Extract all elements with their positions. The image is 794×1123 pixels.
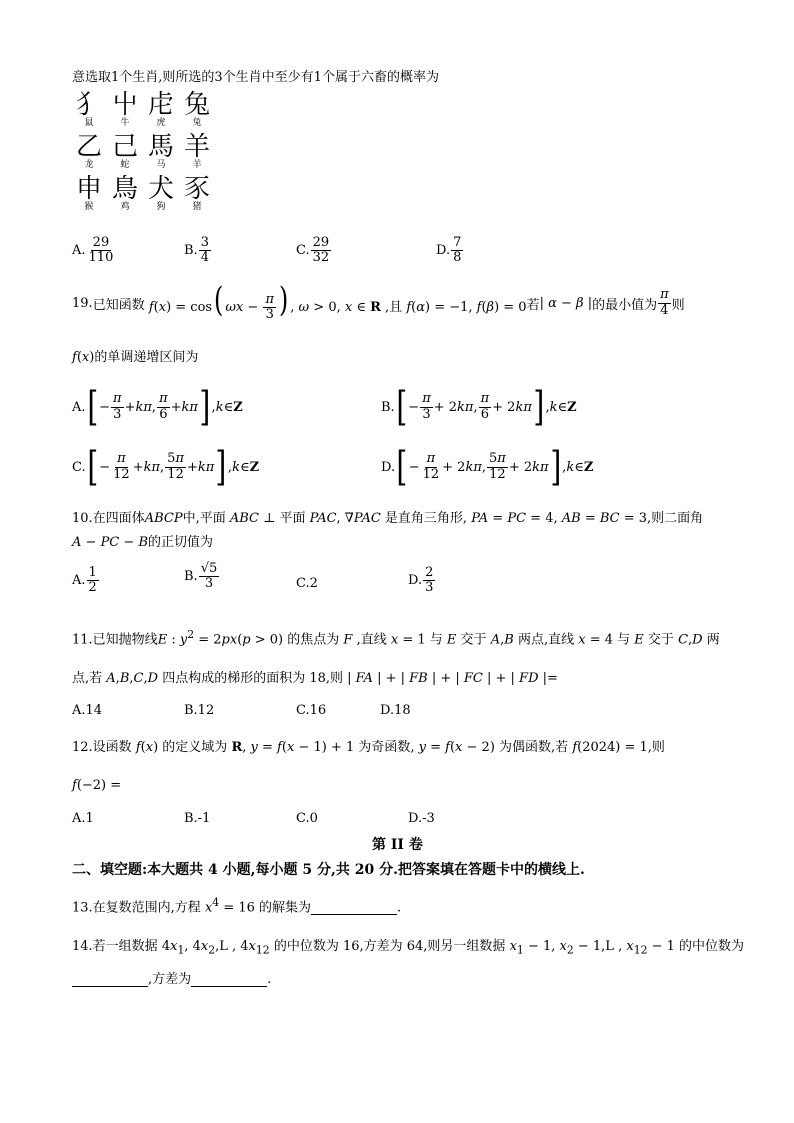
zodiac-glyph: 虍 [147, 90, 174, 120]
denominator: 110 [88, 250, 114, 266]
option-letter: B. [184, 569, 198, 585]
q11-text: 与 [429, 632, 443, 648]
q12-option-d: D.-3 [408, 811, 435, 826]
q12-line-2: f(−2) = [72, 778, 122, 793]
q12-option-b: B.-1 [184, 811, 211, 826]
q9-option-a: A. [ − $\frac{\pi}{3}$ + kπ , $\frac{\pi}{6}$ + kπ ] , k ∈ Z [72, 384, 243, 430]
zodiac-cell [180, 134, 214, 170]
option-text: C.2 [296, 576, 318, 591]
zodiac-name: 狗 [156, 202, 166, 212]
q9-text: 若 [526, 297, 540, 313]
zodiac-name: 鸡 [120, 202, 130, 212]
q11-text: 交于 [647, 632, 674, 648]
q9-formula: | α − β | [539, 295, 593, 311]
q14-text: 的中位数为 16,方差为 64,则另一组数据 [273, 939, 506, 954]
denominator: 8 [453, 250, 462, 266]
numerator: 29 [312, 235, 330, 250]
zodiac-figure [72, 92, 222, 222]
q13-text: 的解集为 [259, 900, 312, 916]
zodiac-cell [72, 92, 106, 128]
option-letter: B. [381, 399, 395, 415]
q9-line-1 [72, 280, 685, 322]
zodiac-cell [180, 92, 214, 128]
option-letter: B. [184, 243, 198, 259]
q11-text: 四点构成的梯形的面积为 18,则 [162, 671, 343, 686]
q9-formula: f(x) = cos( ωx − $\frac{\pi}{3}$ ) , ω > 0, x ∈ R ,且 f(α) = −1, f(β) = 0 [148, 280, 527, 322]
q11-line-1: 11.已知抛物线E : $y^2 = 2px(p > 0)$ 的焦点为 F ,直线 x = 1 与 E 交于 A,B 两点,直线 x = 4 与 E 交于 C,D 两 [72, 628, 720, 648]
q13-text: . [397, 900, 402, 916]
zodiac-name: 兔 [192, 118, 202, 128]
zodiac-cell [108, 176, 142, 212]
zodiac-glyph: ⽺ [183, 132, 210, 162]
q10-line-1: 10.在四面体ABCP中,平面 ABC ⊥ 平面 PAC, ∇PAC 是直角三角形, PA = PC = 4, AB = BC = 3,则二面角 [72, 511, 704, 526]
denominator: 4 [200, 250, 209, 266]
q9-option-c: C. [ − $\frac{\pi}{12}$ + kπ , $\frac{5\pi}{12}$ + kπ ] , k ∈ Z [72, 444, 260, 490]
q12-text: 12.设函数 [72, 740, 132, 755]
fraction [311, 236, 332, 266]
q14-text: . [267, 972, 272, 987]
q11-option-d: D.18 [380, 703, 411, 718]
part-2-title: 第 II 卷 [372, 837, 423, 853]
q8-option-a [72, 236, 116, 266]
zodiac-glyph: 馬 [147, 132, 174, 162]
q11-option-b: B.12 [184, 703, 215, 718]
q11-text: 点,若 [72, 671, 103, 686]
q10-text: 中,平面 [182, 511, 226, 526]
zodiac-cell [180, 176, 214, 212]
fraction: $\frac{\pi}{4}$ [660, 287, 669, 318]
zodiac-name: 猴 [84, 202, 94, 212]
option-letter: D. [436, 243, 451, 259]
zodiac-cell [144, 176, 178, 212]
fraction [451, 236, 463, 266]
q12-text: 为偶函数,若 [499, 740, 569, 755]
q11-option-c: C.16 [296, 703, 327, 718]
q12-text: ,则 [647, 740, 665, 755]
q9-text: 已知函数 [92, 297, 145, 313]
q9-text: 的最小值为 [592, 297, 658, 313]
q14-text: 的中位数为 [679, 939, 745, 954]
zodiac-cell [144, 134, 178, 170]
q11-text: 的焦点为 [287, 632, 340, 648]
zodiac-name: 龙 [84, 160, 94, 170]
option-letter: C. [72, 459, 86, 475]
q12-option-a: A.1 [72, 811, 94, 826]
zodiac-glyph: 屮 [111, 90, 138, 120]
option-letter: D. [408, 573, 423, 589]
zodiac-glyph: 豕 [183, 174, 210, 204]
answer-blank-variance[interactable] [191, 986, 267, 987]
zodiac-name: 猪 [192, 202, 202, 212]
q10-option-b: B. $\frac{√5}{3}$ [184, 561, 218, 592]
q9-text: 的单调递增区间为 [94, 350, 199, 365]
q14-text: 14.若一组数据 [72, 939, 158, 954]
q13-line: 13.在复数范围内,方程 $x^4 = 16$ 的解集为 . [72, 896, 402, 916]
q9-option-d: D. [ − $\frac{\pi}{12}$ + 2 kπ , $\frac{5\pi}{12}$ + 2 kπ ] , k ∈ Z [381, 444, 594, 490]
q12-option-c: C.0 [296, 811, 318, 826]
numerator: 29 [92, 235, 110, 250]
q10-text: 是直角三角形, [384, 511, 468, 526]
q11-option-a: A.14 [72, 703, 103, 718]
q11-text: 两 [706, 632, 720, 648]
q11-text: 两点,直线 [517, 632, 575, 648]
zodiac-glyph: 兔 [183, 90, 210, 120]
zodiac-name: 马 [156, 160, 166, 170]
q12-text: 为奇函数, [358, 740, 415, 755]
q14-text: ,方差为 [148, 972, 192, 987]
fill-in-section-heading: 二、填空题:本大题共 4 小题,每小题 5 分,共 20 分.把答案填在答题卡中的横线上. [72, 862, 585, 878]
zodiac-name: 蛇 [120, 160, 130, 170]
zodiac-name: 羊 [192, 160, 202, 170]
zodiac-glyph: ⺨ [75, 90, 102, 120]
option-letter: A. [72, 243, 86, 259]
q14-line-2 [72, 968, 271, 987]
q9-text: 则 [671, 297, 685, 313]
q10-option-c [296, 576, 318, 591]
q8-option-b [184, 236, 212, 266]
answer-blank-median[interactable] [72, 986, 148, 987]
zodiac-cell [72, 134, 106, 170]
denominator: 32 [312, 250, 330, 266]
zodiac-cell [72, 176, 106, 212]
zodiac-name: 虎 [156, 118, 166, 128]
q10-text: 10.在四面体 [72, 511, 145, 526]
q8-option-d [436, 236, 464, 266]
q11-text: ,直线 [356, 632, 387, 648]
option-letter: C. [296, 243, 310, 259]
q11-text: 交于 [460, 632, 487, 648]
zodiac-glyph: 犬 [147, 174, 174, 204]
fraction [87, 236, 116, 266]
zodiac-name: 鼠 [84, 118, 94, 128]
option-letter: A. [72, 399, 86, 415]
q12-text: 的定义域为 [162, 740, 228, 755]
zodiac-name: 牛 [120, 118, 130, 128]
q11-text: 与 [617, 632, 631, 648]
q9-option-b: B. [ − $\frac{\pi}{3}$ + 2 kπ , $\frac{\pi}{6}$ + 2 kπ ] , k ∈ Z [381, 384, 577, 430]
zodiac-glyph: 乙 [75, 132, 102, 162]
q13-text: 13.在复数范围内,方程 [72, 900, 201, 916]
fraction [199, 236, 211, 266]
zodiac-cell [108, 134, 142, 170]
question-number: 19. [72, 295, 93, 311]
numerator: 3 [200, 235, 209, 250]
q10-text: 平面 [279, 511, 306, 526]
q12-line-1: 12.设函数 f(x) 的定义域为 R, y = f(x − 1) + 1 为奇函数, y = f(x − 2) 为偶函数,若 f(2024) = 1,则 [72, 740, 665, 755]
q8-intro: 意选取1个生肖,则所选的3个生肖中至少有1个属于六畜的概率为 [72, 70, 439, 85]
zodiac-cell [144, 92, 178, 128]
q10-option-a: A. $\frac{1}{2}$ [72, 565, 97, 596]
q11-line-2: 点,若 A,B,C,D 四点构成的梯形的面积为 18,则 | FA | + | FB | + | FC | + | FD |= [72, 671, 558, 686]
numerator: 7 [453, 235, 462, 250]
q9-line-2: f(x)的单调递增区间为 [72, 350, 199, 365]
q10-option-d: D. $\frac{2}{3}$ [408, 565, 434, 596]
q10-text: 的正切值为 [148, 535, 214, 550]
q11-text: 11.已知抛物线 [72, 632, 158, 648]
q8-option-c [296, 236, 332, 266]
zodiac-glyph: 申 [75, 174, 102, 204]
zodiac-glyph: 己 [111, 132, 138, 162]
q10-text: ,则二面角 [647, 511, 704, 526]
answer-blank[interactable] [311, 914, 397, 915]
q14-line-1: 14.若一组数据 $4x_1$, $4x_2,L$ , $4x_{12}$ 的中位数为 16,方差为 64,则另一组数据 $x_1 - 1$, $x_2 - 1,L$ , $x_{12} - 1$ 的中位数为 [72, 939, 745, 957]
zodiac-glyph: 鳥 [111, 174, 138, 204]
zodiac-cell [108, 92, 142, 128]
option-letter: D. [381, 459, 396, 475]
option-letter: A. [72, 573, 86, 589]
q10-line-2: A − PC − B的正切值为 [72, 535, 214, 550]
